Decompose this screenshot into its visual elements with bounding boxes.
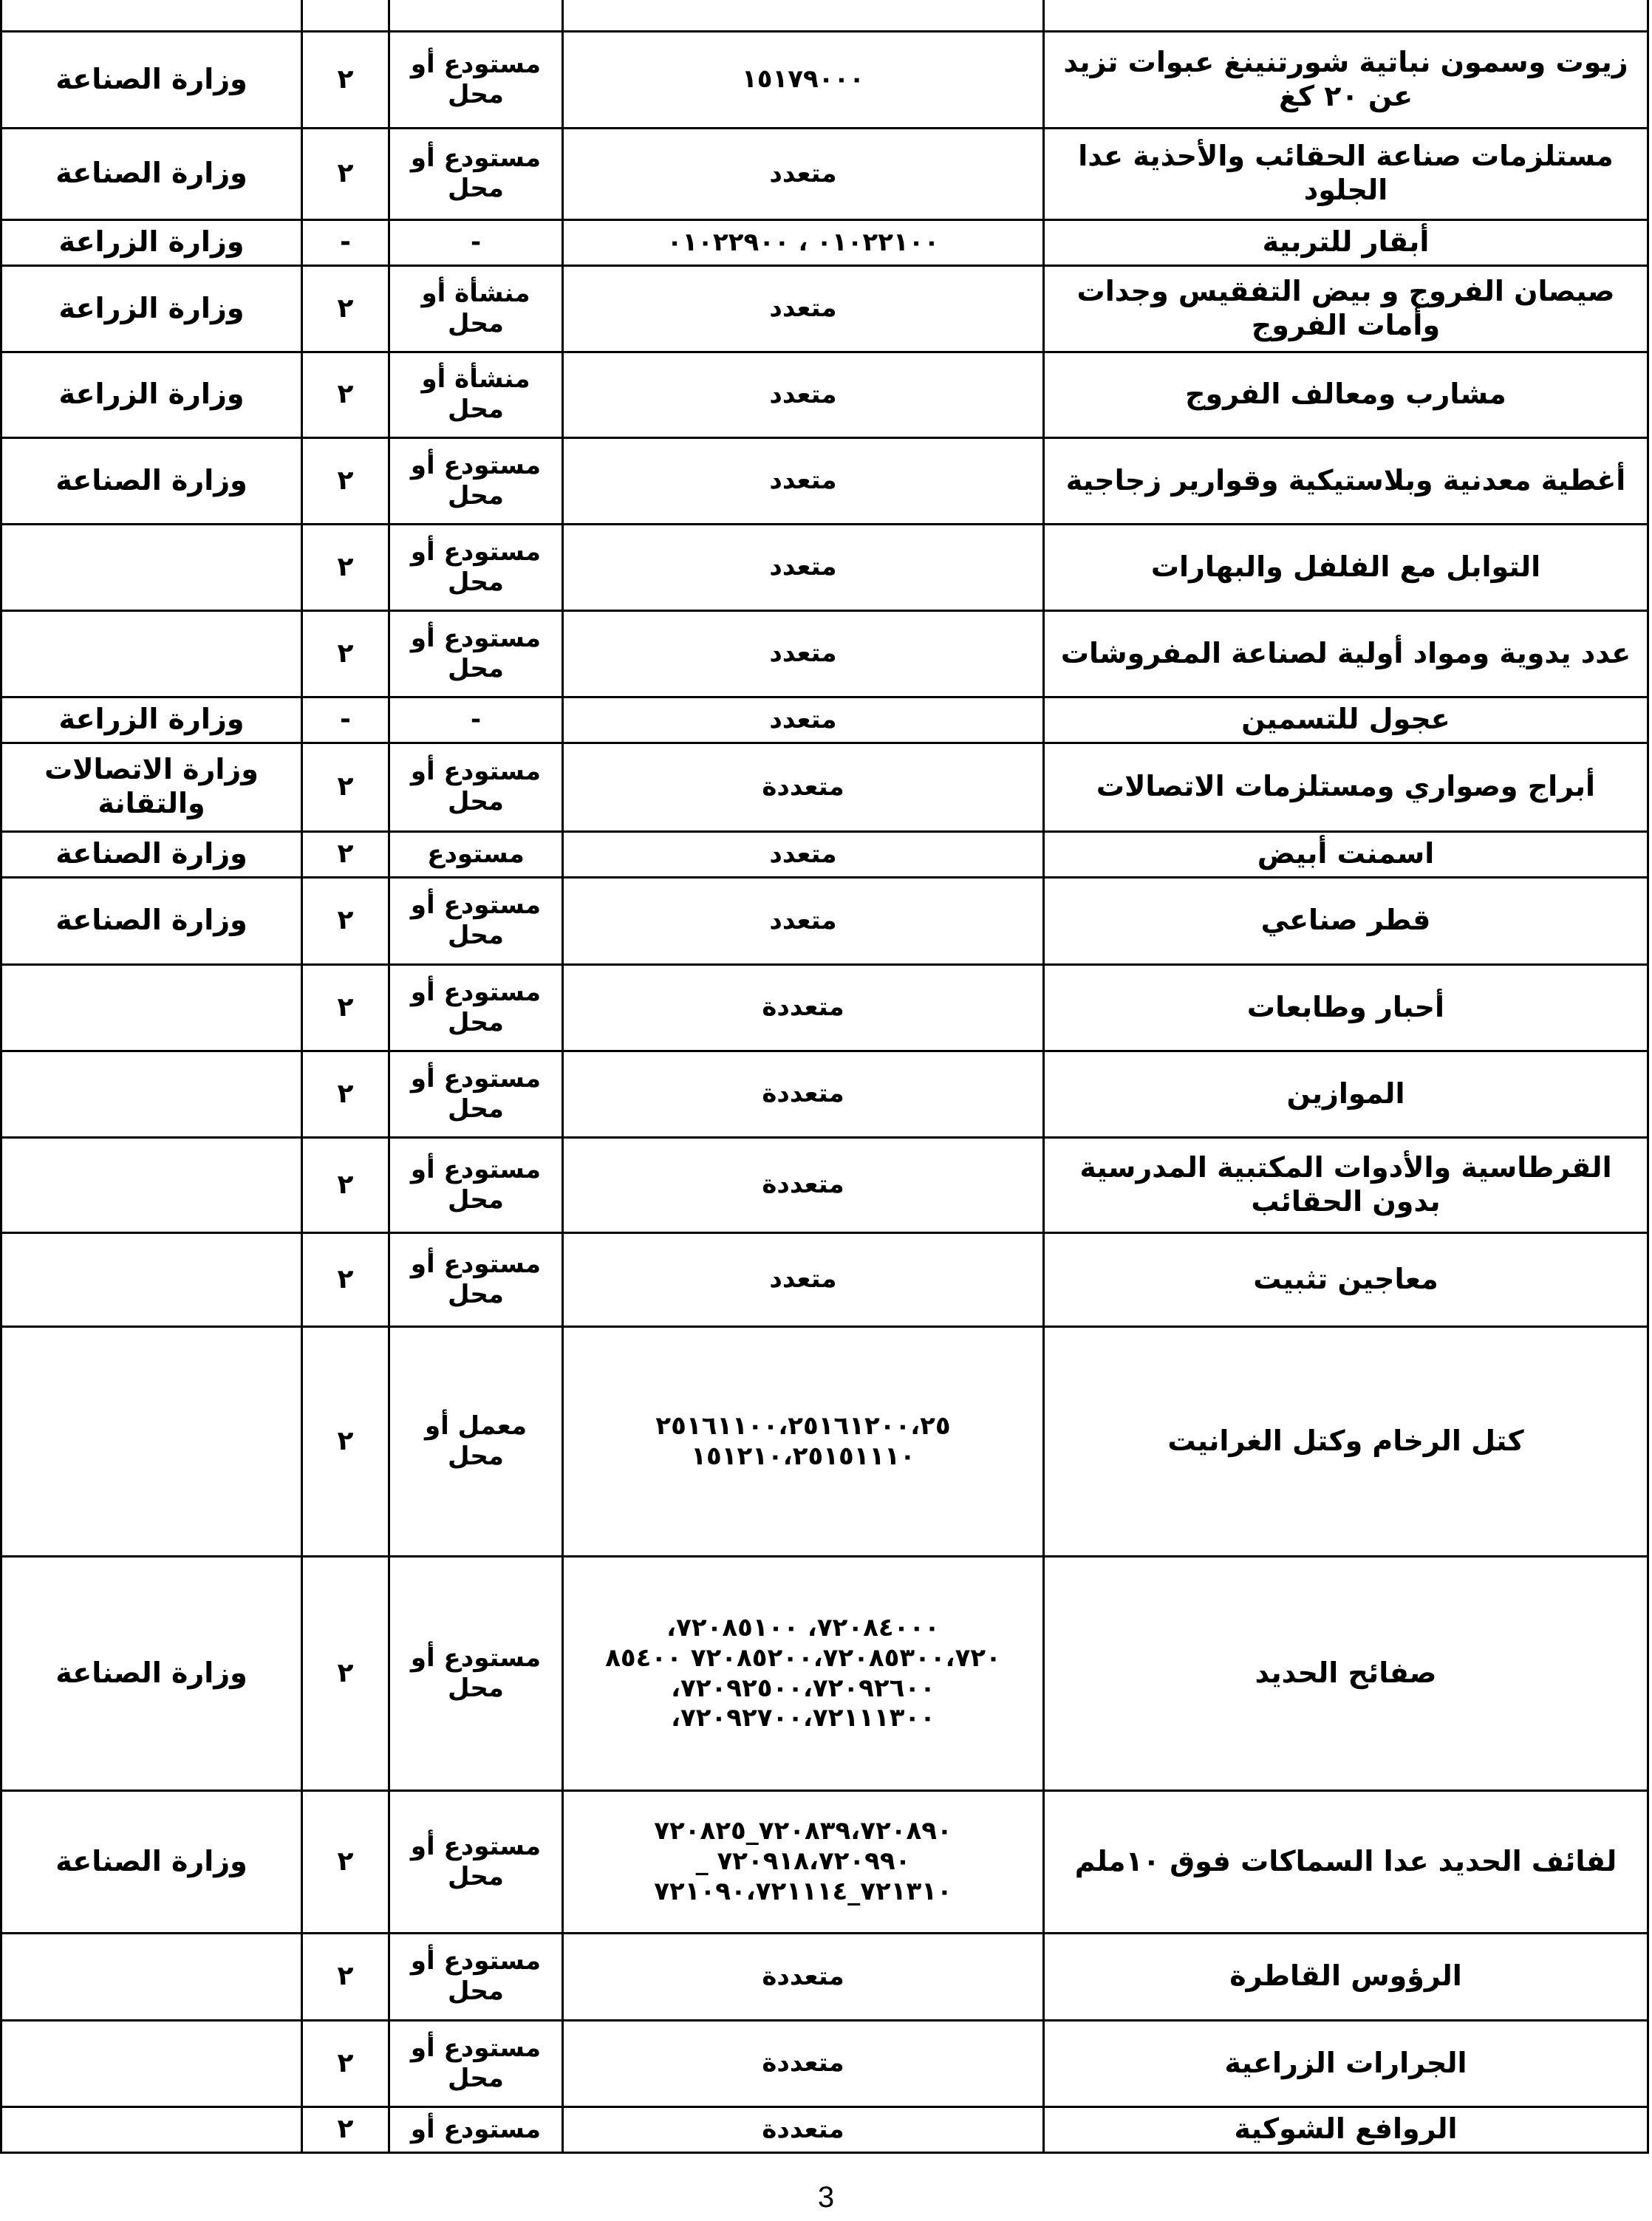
table-row — [1, 743, 1648, 831]
cell-ministry: وزارة الصناعة — [1, 1790, 302, 1933]
cell-item: أحبار وطابعات — [1044, 964, 1648, 1051]
cell-customs-code: متعددة — [563, 1137, 1044, 1232]
table-row — [1, 524, 1648, 610]
table-row — [1, 2106, 1648, 2152]
cell-ministry: وزارة الصناعة — [1, 128, 302, 219]
cell-stage: ٢ — [302, 610, 389, 697]
cell-place: مستودع أو محل — [389, 1556, 563, 1790]
table-row — [1, 0, 1648, 31]
cell-stage: ٢ — [302, 1232, 389, 1326]
cell-customs-code: ٠١٠٢٢١٠٠ ، ٠١٠٢٢٩٠٠ — [563, 219, 1044, 265]
cell-customs-code: متعددة — [563, 964, 1044, 1051]
cell-stage — [302, 0, 389, 31]
cell-customs-code: متعدد — [563, 697, 1044, 743]
table-row — [1, 1933, 1648, 2020]
cell-item: أغطية معدنية وبلاستيكية وقوارير زجاجية — [1044, 437, 1648, 524]
cell-stage: ٢ — [302, 743, 389, 831]
cell-item: لفائف الحديد عدا السماكات فوق ١٠ملم — [1044, 1790, 1648, 1933]
cell-customs-code: ٧٢٠٨٣٩،٧٢٠٨٩٠_٧٢٠٨٢٥ ٧٢٠٩١٨،٧٢٠٩٩٠ _ ٧٢١٣١٠_٧٢١٠٩٠،٧٢١١١٤ — [563, 1790, 1044, 1933]
cell-place: مستودع — [389, 831, 563, 877]
cell-customs-code: متعدد — [563, 610, 1044, 697]
cell-ministry: وزارة الصناعة — [1, 831, 302, 877]
cell-customs-code: متعددة — [563, 2020, 1044, 2106]
cell-customs-code: ٧٢٠٨٤٠٠٠، ٧٢٠٨٥١٠٠، ٧٢٠٨٥٢٠٠،٧٢٠٨٥٣٠٠،٧٢٠ ٨٥٤٠٠ ٧٢٠٩٢٥٠٠،٧٢٠٩٢٦٠٠، ٧٢٠٩٢٧٠٠،٧٢١١١٣٠٠، — [563, 1556, 1044, 1790]
cell-ministry: وزارة الصناعة — [1, 437, 302, 524]
cell-place: منشأة أو محل — [389, 352, 563, 437]
cell-place — [389, 0, 563, 31]
cell-place: - — [389, 219, 563, 265]
cell-customs-code: متعددة — [563, 1051, 1044, 1137]
table-row — [1, 1556, 1648, 1790]
cell-ministry — [1, 524, 302, 610]
cell-place: مستودع أو محل — [389, 1790, 563, 1933]
cell-stage: ٢ — [302, 1556, 389, 1790]
cell-stage: ٢ — [302, 2106, 389, 2152]
cell-customs-code — [563, 0, 1044, 31]
cell-item: الروافع الشوكية — [1044, 2106, 1648, 2152]
cell-ministry — [1, 1326, 302, 1556]
cell-customs-code: متعدد — [563, 352, 1044, 437]
cell-item: اسمنت أبيض — [1044, 831, 1648, 877]
cell-item: التوابل مع الفلفل والبهارات — [1044, 524, 1648, 610]
cell-place: مستودع أو محل — [389, 1051, 563, 1137]
cell-stage: ٢ — [302, 1326, 389, 1556]
cell-stage: ٢ — [302, 128, 389, 219]
cell-customs-code: متعدد — [563, 128, 1044, 219]
cell-ministry — [1, 0, 302, 31]
table-row — [1, 1137, 1648, 1232]
table-row — [1, 877, 1648, 964]
table-row — [1, 1790, 1648, 1933]
cell-place: مستودع أو محل — [389, 743, 563, 831]
cell-customs-code: ٢٥١٦١١٠٠،٢٥١٦١٢٠٠،٢٥ ١٥١٢١٠،٢٥١٥١١١٠ — [563, 1326, 1044, 1556]
page-number: 3 — [817, 2181, 835, 2214]
cell-ministry: وزارة الصناعة — [1, 877, 302, 964]
table-row — [1, 610, 1648, 697]
cell-customs-code: ١٥١٧٩٠٠٠ — [563, 31, 1044, 128]
cell-place: مستودع أو محل — [389, 1232, 563, 1326]
cell-ministry — [1, 1933, 302, 2020]
cell-stage: - — [302, 219, 389, 265]
cell-stage: ٢ — [302, 964, 389, 1051]
cell-stage: ٢ — [302, 1051, 389, 1137]
table-row — [1, 964, 1648, 1051]
cell-stage: - — [302, 697, 389, 743]
cell-ministry — [1, 2020, 302, 2106]
cell-stage: ٢ — [302, 265, 389, 352]
table-row — [1, 831, 1648, 877]
cell-place: مستودع أو محل — [389, 610, 563, 697]
cell-place: منشأة أو محل — [389, 265, 563, 352]
table-row — [1, 31, 1648, 128]
cell-item: صفائح الحديد — [1044, 1556, 1648, 1790]
table-row — [1, 128, 1648, 219]
cell-ministry — [1, 2106, 302, 2152]
cell-ministry — [1, 1137, 302, 1232]
cell-ministry: وزارة الصناعة — [1, 31, 302, 128]
cell-customs-code: متعدد — [563, 524, 1044, 610]
cell-stage: ٢ — [302, 877, 389, 964]
cell-place: مستودع أو محل — [389, 524, 563, 610]
cell-ministry: وزارة الزراعة — [1, 265, 302, 352]
cell-ministry: وزارة الزراعة — [1, 697, 302, 743]
cell-item: صيصان الفروج و بيض التفقيس وجدات وأمات الفروج — [1044, 265, 1648, 352]
cell-ministry: وزارة الزراعة — [1, 219, 302, 265]
table-row — [1, 265, 1648, 352]
cell-item: مشارب ومعالف الفروج — [1044, 352, 1648, 437]
cell-place: معمل أو محل — [389, 1326, 563, 1556]
table-row — [1, 1326, 1648, 1556]
cell-stage: ٢ — [302, 1790, 389, 1933]
cell-customs-code: متعدد — [563, 265, 1044, 352]
cell-ministry: وزارة الاتصالات والتقانة — [1, 743, 302, 831]
cell-customs-code: متعدد — [563, 437, 1044, 524]
cell-item: الرؤوس القاطرة — [1044, 1933, 1648, 2020]
cell-stage: ٢ — [302, 31, 389, 128]
cell-ministry — [1, 1232, 302, 1326]
cell-item: زيوت وسمون نباتية شورتنينغ عبوات تزيد عن ٢٠ كغ — [1044, 31, 1648, 128]
cell-item — [1044, 0, 1648, 31]
cell-customs-code: متعددة — [563, 1933, 1044, 2020]
cell-item: عدد يدوية ومواد أولية لصناعة المفروشات — [1044, 610, 1648, 697]
cell-customs-code: متعدد — [563, 1232, 1044, 1326]
cell-place: مستودع أو محل — [389, 437, 563, 524]
cell-stage: ٢ — [302, 437, 389, 524]
cell-place: مستودع أو محل — [389, 2020, 563, 2106]
cell-ministry — [1, 610, 302, 697]
cell-customs-code: متعدد — [563, 877, 1044, 964]
cell-item: مستلزمات صناعة الحقائب والأحذية عدا الجلود — [1044, 128, 1648, 219]
table-row — [1, 219, 1648, 265]
cell-place: مستودع أو محل — [389, 877, 563, 964]
cell-item: كتل الرخام وكتل الغرانيت — [1044, 1326, 1648, 1556]
table-row — [1, 1051, 1648, 1137]
cell-ministry: وزارة الصناعة — [1, 1556, 302, 1790]
cell-stage: ٢ — [302, 831, 389, 877]
cell-item: أبراج وصواري ومستلزمات الاتصالات — [1044, 743, 1648, 831]
goods-table-body — [1, 0, 1648, 2152]
cell-place: مستودع أو محل — [389, 964, 563, 1051]
cell-stage: ٢ — [302, 352, 389, 437]
table-row — [1, 437, 1648, 524]
cell-customs-code: متعدد — [563, 831, 1044, 877]
cell-place: مستودع أو — [389, 2106, 563, 2152]
cell-ministry — [1, 1051, 302, 1137]
cell-place: مستودع أو محل — [389, 31, 563, 128]
cell-stage: ٢ — [302, 1933, 389, 2020]
cell-customs-code: متعددة — [563, 743, 1044, 831]
cell-stage: ٢ — [302, 2020, 389, 2106]
cell-item: قطر صناعي — [1044, 877, 1648, 964]
cell-place: مستودع أو محل — [389, 1933, 563, 2020]
cell-item: الموازين — [1044, 1051, 1648, 1137]
cell-stage: ٢ — [302, 1137, 389, 1232]
table-row — [1, 352, 1648, 437]
cell-customs-code: متعددة — [563, 2106, 1044, 2152]
cell-item: الجرارات الزراعية — [1044, 2020, 1648, 2106]
cell-place: مستودع أو محل — [389, 1137, 563, 1232]
table-row — [1, 697, 1648, 743]
table-row — [1, 2020, 1648, 2106]
cell-place: - — [389, 697, 563, 743]
cell-item: القرطاسية والأدوات المكتبية المدرسية بدون الحقائب — [1044, 1137, 1648, 1232]
cell-ministry — [1, 964, 302, 1051]
cell-item: معاجين تثبيت — [1044, 1232, 1648, 1326]
cell-place: مستودع أو محل — [389, 128, 563, 219]
cell-stage: ٢ — [302, 524, 389, 610]
cell-ministry: وزارة الزراعة — [1, 352, 302, 437]
cell-item: أبقار للتربية — [1044, 219, 1648, 265]
cell-item: عجول للتسمين — [1044, 697, 1648, 743]
table-row — [1, 1232, 1648, 1326]
